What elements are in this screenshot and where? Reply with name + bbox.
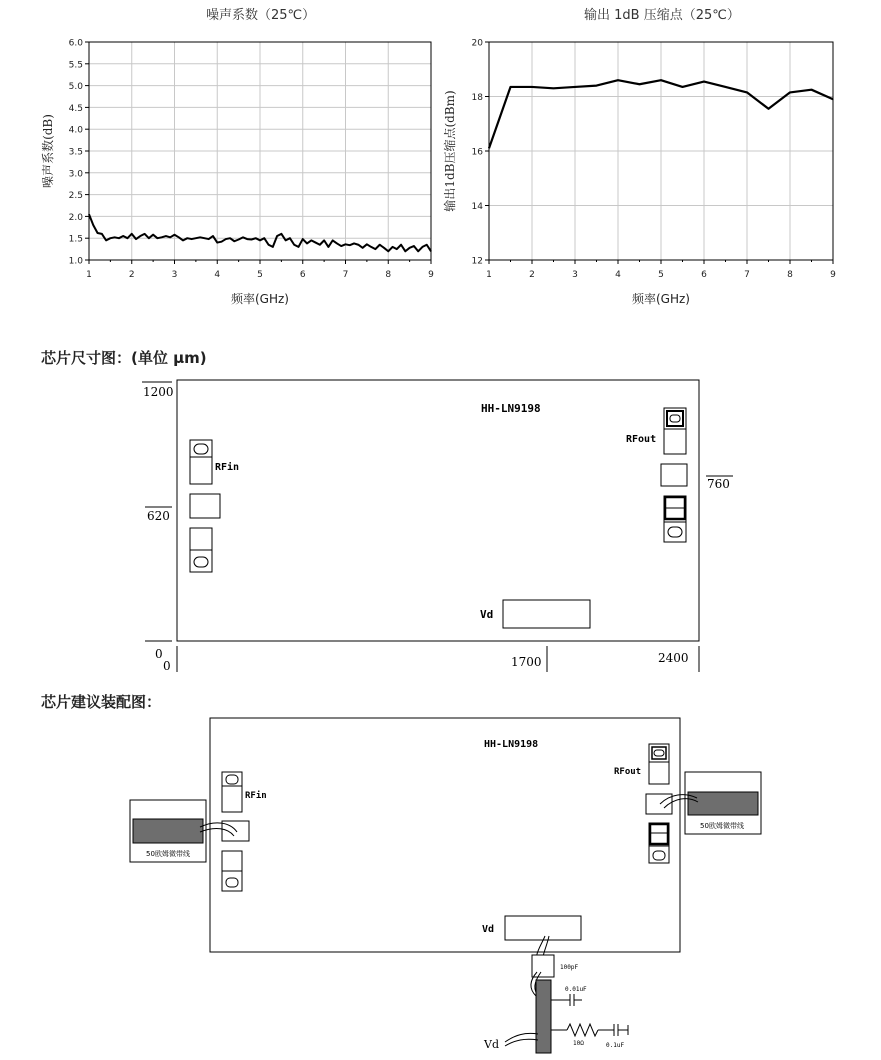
nf-xtick-label: 9 xyxy=(428,270,434,280)
asm-rfin-ground-pad xyxy=(222,851,242,891)
nf-ytick-label: 5.5 xyxy=(68,60,83,71)
assembly-heading: 芯片建议装配图： xyxy=(41,693,162,711)
nf-y-label: 噪声系数(dB) xyxy=(41,114,55,188)
rfin-label: RFin xyxy=(215,462,240,473)
nf-axis-ticks xyxy=(69,39,434,281)
nf-xtick-label: 8 xyxy=(385,270,392,280)
p1db-xtick-label: 5 xyxy=(658,270,664,280)
asm-chip-part-number: HH-LN9198 xyxy=(484,739,539,750)
asm-rfout-label: RFout xyxy=(614,767,642,777)
rfout-pad xyxy=(664,408,686,454)
nf-ytick-label: 2.0 xyxy=(68,212,83,223)
nf-ytick-label: 1.0 xyxy=(68,256,83,267)
p1db-ytick-label: 18 xyxy=(471,93,483,103)
dimension-diagram xyxy=(0,370,881,680)
asm-vd-supply-label: Vd xyxy=(484,1038,499,1051)
rfout-cap-pad xyxy=(661,464,687,486)
nf-ytick-label: 3.5 xyxy=(68,147,83,158)
p1db-y-label: 输出1dB压缩点(dBm) xyxy=(443,90,457,212)
nf-ytick-label: 4.5 xyxy=(68,103,83,114)
asm-vd-label: Vd xyxy=(482,924,495,935)
dim-2400: 2400 xyxy=(658,651,689,665)
dim-x0: 0 xyxy=(163,659,171,673)
chip-outline xyxy=(177,380,699,641)
nf-ytick-label: 6.0 xyxy=(68,38,83,49)
p1db-axis-ticks xyxy=(472,39,837,281)
p1db-xtick-label: 3 xyxy=(572,270,578,280)
asm-cap-01uf-label: 0.1uF xyxy=(606,1042,625,1049)
asm-rfin-pad xyxy=(222,772,242,812)
p1db-xtick-label: 7 xyxy=(744,270,750,280)
asm-vd-supply-wire xyxy=(505,1033,538,1042)
asm-right-microstrip xyxy=(688,792,758,815)
p1db-ytick-label: 16 xyxy=(471,147,483,158)
vd-pad xyxy=(503,600,590,628)
p1db-xtick-label: 8 xyxy=(787,270,793,280)
asm-cap-001uf-label: 0.01uF xyxy=(565,986,587,993)
dimension-heading: 芯片尺寸图：(单位 μm) xyxy=(41,349,207,367)
asm-resistor xyxy=(567,1024,598,1036)
p1db-x-label: 频率(GHz) xyxy=(632,292,690,306)
nf-grid xyxy=(89,42,431,260)
dim-1700: 1700 xyxy=(511,655,542,669)
nf-xtick-label: 4 xyxy=(214,270,221,280)
nf-ytick-label: 2.5 xyxy=(68,191,83,202)
p1db-xtick-label: 4 xyxy=(615,270,621,280)
asm-right-microstrip-label: 50欧姆微带线 xyxy=(700,822,744,830)
nf-xtick-label: 2 xyxy=(128,270,135,280)
nf-x-label: 频率(GHz) xyxy=(231,292,289,306)
dim-y0: 0 xyxy=(155,647,163,661)
p1db-xtick-label: 1 xyxy=(486,270,492,280)
dim-620: 620 xyxy=(147,509,170,523)
nf-xtick-label: 5 xyxy=(257,270,263,280)
dim-760: 760 xyxy=(707,477,730,491)
asm-chip-outline xyxy=(210,718,680,952)
assembly-diagram xyxy=(0,710,881,1060)
p1db-chart-title: 输出 1dB 压缩点（25℃） xyxy=(584,8,740,23)
rfin-cap-pad xyxy=(190,494,220,518)
asm-rfin-label: RFin xyxy=(245,791,267,801)
nf-xtick-label: 7 xyxy=(342,270,349,280)
p1db-ytick-label: 14 xyxy=(471,202,483,212)
nf-chart-title: 噪声系数（25℃） xyxy=(206,8,316,23)
nf-ytick-label: 5.0 xyxy=(68,82,83,93)
nf-ytick-label: 1.5 xyxy=(68,234,83,245)
nf-ytick-label: 4.0 xyxy=(68,125,83,136)
nf-xtick-label: 6 xyxy=(299,270,306,280)
asm-cap-100pf-label: 100pF xyxy=(560,964,579,971)
rfout-label: RFout xyxy=(626,434,657,445)
p1db-grid xyxy=(489,42,833,260)
asm-resistor-label: 10Ω xyxy=(573,1040,584,1047)
asm-left-microstrip xyxy=(133,819,203,843)
asm-rfout-ground-pad xyxy=(649,823,669,863)
rfout-ground-pad xyxy=(664,496,686,542)
chip-part-number: HH-LN9198 xyxy=(481,402,541,415)
asm-bias-line xyxy=(536,980,551,1053)
p1db-xtick-label: 6 xyxy=(701,270,707,280)
asm-left-microstrip-label: 50欧姆微带线 xyxy=(146,850,190,858)
p1db-xtick-label: 2 xyxy=(529,270,535,280)
p1db-ytick-label: 20 xyxy=(471,38,483,49)
rfin-pad xyxy=(190,440,212,484)
nf-xtick-label: 1 xyxy=(86,270,92,280)
nf-chart xyxy=(0,0,440,320)
p1db-xtick-label: 9 xyxy=(830,270,836,280)
asm-rfout-pad xyxy=(649,744,669,784)
nf-xtick-label: 3 xyxy=(171,270,178,280)
p1db-ytick-label: 12 xyxy=(471,256,483,267)
p1db-chart xyxy=(440,0,881,320)
nf-ytick-label: 3.0 xyxy=(68,169,83,180)
vd-label: Vd xyxy=(480,608,494,621)
dim-1200: 1200 xyxy=(143,385,174,399)
rfin-ground-pad xyxy=(190,528,212,572)
asm-vd-pad xyxy=(505,916,581,940)
